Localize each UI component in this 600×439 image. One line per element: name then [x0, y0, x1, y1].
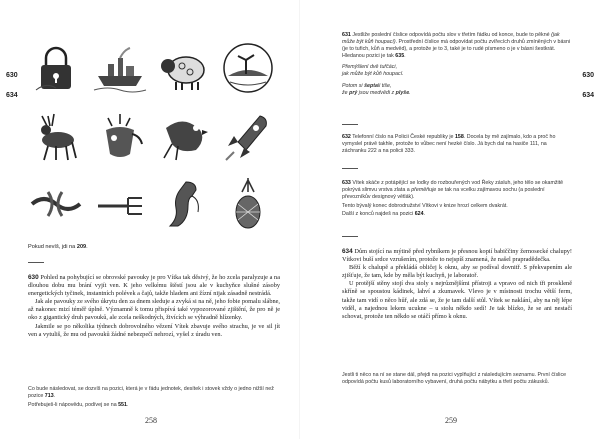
margin-number: 630 — [6, 72, 18, 79]
ship-icon — [92, 40, 148, 96]
illustration-caption — [28, 244, 88, 251]
poem-text: jak může být kůň houpací. — [342, 71, 404, 78]
caption-text: Pokud nevíš, jdi na — [28, 244, 77, 250]
passage-number: 630 — [28, 274, 39, 281]
passage-note — [28, 386, 280, 410]
dinosaur-icon — [156, 176, 212, 232]
passage-number: 631 — [342, 32, 351, 38]
passage-paragraph: U protější stěny stojí dva stoly s nejrůznějšími přístroji a vpravo od nich tři proskleně skříně se spoustou kádinek, lahví a zkumavek. Vlevo je v místnosti trochu větší ferm, takže tam vidí o něco hůř, ale zdá se, že je tam další stůl. Vítek se naklání, aby na něj lépe viděl, a najednou lekem ucukne – u stolu někdo sedí! Je tak blízko, že se ani nestačí schovat, protože ten někdo se otáčí přímo k oknu. — [342, 280, 572, 320]
passage-paragraph — [342, 248, 572, 264]
passage-text: . Docela by mě zajímalo, kdo a proč ho vymyslel právě takhle, protože to vůbec není hezké číslo. Já bych dal na hasiče 111, na záchranku 222 a na policii 333. — [342, 134, 556, 155]
poem-text: . — [409, 89, 411, 96]
passage-text: Vítek skáče z potápějící se lodky do rozbouřených vod Řeky zásluh, jeho tělo se okamžitě pokrývá slimvu vrstva zlata a — [342, 180, 564, 194]
passage-ref: 158 — [454, 134, 464, 140]
poem-line — [342, 71, 572, 78]
pitchfork-icon — [92, 176, 148, 232]
padlock-icon — [28, 40, 84, 96]
passage-paragraph: Běží k chalupě a překládá obličej k oknu, aby se podíval dovnitř. S překvapením ale zjišťuje, že tam, kde by měla být kuchyň, je laboratoř. — [342, 264, 572, 280]
passage-paragraph — [342, 134, 572, 155]
passage-text: Telefonní číslo na Policii České republiky je — [350, 134, 455, 140]
passage-ref: 624 — [414, 211, 424, 218]
passage-630 — [28, 274, 280, 339]
poem-line — [342, 83, 572, 90]
poem-text: Přemýšlení dvě tuřčáci, — [342, 64, 398, 71]
divider — [342, 124, 358, 125]
passage-text: Pohled na pohybující se obrovské pavouky je pro Vítka tak děsivý, že ho zcela paralyzuje a na dlouhou dobu mu brání vyjít ven. K jeho velkému štěstí jsou ale v kuchyňce slušné zásoby energetických tyčinek, instantních polévek a čajů, takže hladem ani žízní nijak zásadně nestrádá. — [28, 274, 280, 298]
passage-634 — [342, 248, 572, 321]
note-text: Potřebuješ-li nápovědu, podívej se na — [28, 401, 119, 408]
note-text: Co bude následovat, se dozvíš na pozici, která je v řádu jednotek, desítek i stovek vždy o jedno nižší než pozice — [28, 386, 274, 400]
passage-text: Jestliže poslední číslice odpovídá počtu slov v třetím řádku od konce, bude to pěkné — [350, 32, 552, 38]
passage-note — [342, 372, 572, 388]
passage-631 — [342, 32, 572, 97]
knot-icon — [28, 176, 84, 232]
passage-paragraph: Další z konců najdeš na pozici 624. — [342, 211, 426, 218]
right-page — [300, 0, 600, 439]
passage-number: 632 — [342, 134, 351, 140]
caption-end: . — [86, 244, 88, 250]
passage-paragraph: Tento bývalý konec dobrodružství Vítkovi v knize hrozí celkem dvakrát. — [342, 202, 508, 209]
island-icon — [220, 40, 276, 96]
passage-text: . Prostřední číslice má odpovídat počtu zvířecích druhů zmíněných v básni (je to tuřich, kůň a medvěd), a protože je to 3, také je to rudé písmeno o je v básni šestkrát. Hledanou pozici je tak — [342, 39, 571, 60]
pineapple-icon — [220, 176, 276, 232]
poem-bold: šepta — [364, 82, 378, 89]
poem-text: li tiše, — [377, 82, 392, 89]
poem-text: jsou medvědi z — [357, 89, 396, 96]
poem-text: že — [342, 89, 350, 96]
poem-text: Potom si — [342, 82, 365, 89]
passage-text: se tak na vcelku zajímavou sochu (a poslední převozníkův designový větlák). — [342, 187, 545, 201]
passage-paragraph: 631 Jestliže poslední číslice odpovídá počtu slov v třetím řádku od konce, bude to pěkné (jak může být kůň houpací). Prostřední číslice má odpovídat počtu zvířecích druhů zmíněných v básni (je to tuřich, kůň a medvěd), a protože je to 3, také je to rudé písmeno o je v básni šestkrát. Hledanou pozici je tak 635. — [342, 32, 571, 60]
note-paragraph: Co bude následovat, se dozvíš na pozici, která je v řádu jednotek, desítek i stovek vždy o jedno nižší než pozice 713. — [28, 386, 274, 400]
divider — [342, 168, 358, 169]
sheep-icon — [156, 40, 212, 96]
passage-paragraph — [342, 180, 572, 201]
poem-bold: plyše — [395, 89, 410, 96]
passage-paragraph: Jak ale pavouky ze svého úkrytu den za dnem sleduje a zvyká si na ně, jeho fobie pomalu slábne, až nakonec mizí téměř úplně. Významně k tomu přispívá také vypozorované zjištění, že pro ně je oko z gigantický druh pavouků, ale zcela neškodných, živících se výhradně hlízenky. — [28, 298, 280, 322]
passage-text: Dům stojící na mýtině před rybníkem je přesnou kopií babiččiny žernosecké chalupy! Vítkovi buší srdce vzrušením, protože to nejspíš znamená, že našel prapradědečka. — [342, 248, 572, 264]
divider — [342, 236, 358, 237]
rocket-icon — [220, 108, 276, 164]
note-paragraph: Potřebuješ-li nápovědu, podívej se na 551. — [28, 401, 129, 408]
passage-ref: 635 — [395, 53, 405, 60]
passage-number: 634 — [342, 248, 353, 255]
passage-632 — [342, 134, 572, 157]
caption-ref: 209 — [76, 244, 87, 250]
poem-bold: prý — [349, 89, 358, 96]
passage-paragraph: Jakmile se po několika týdnech dobrovolného vězení Vítek zbavuje svého strachu, je ve sil jít ven a vytuliš, že mu od pavouků žádné nebezpečí nehrozí, vyšel z úradu ven. — [28, 322, 280, 338]
note-ref: 551 — [118, 401, 127, 408]
note-ref: 713 — [44, 393, 54, 400]
page-number: 258 — [145, 416, 157, 425]
poem — [342, 64, 572, 96]
passage-text: přeměňuje — [411, 187, 437, 194]
passage-text: (jak může být kůň houpací) — [342, 32, 560, 46]
passage-paragraph — [28, 274, 280, 298]
passage-633 — [342, 180, 572, 220]
margin-number: 630 — [582, 72, 594, 79]
margin-number: 634 — [6, 92, 18, 99]
passage-number: 633 — [342, 180, 351, 186]
divider — [28, 262, 44, 263]
bird-catcher-icon — [92, 108, 148, 164]
note-paragraph: Jestli ti něco na ní se stane dál, přejdi na pozici vyplňující z následujícím seznamu. První číslice odpovídá počtu kusů laboratorního vybavení, druhá počtu nábytku a třetí počtu zákusků. — [342, 372, 567, 386]
poem-line — [342, 90, 572, 97]
passage-text: Další z konců najdeš na pozici — [342, 211, 415, 218]
deer-icon — [28, 108, 84, 164]
parrot-icon — [156, 108, 212, 164]
margin-number: 634 — [582, 92, 594, 99]
page-number: 259 — [445, 416, 457, 425]
